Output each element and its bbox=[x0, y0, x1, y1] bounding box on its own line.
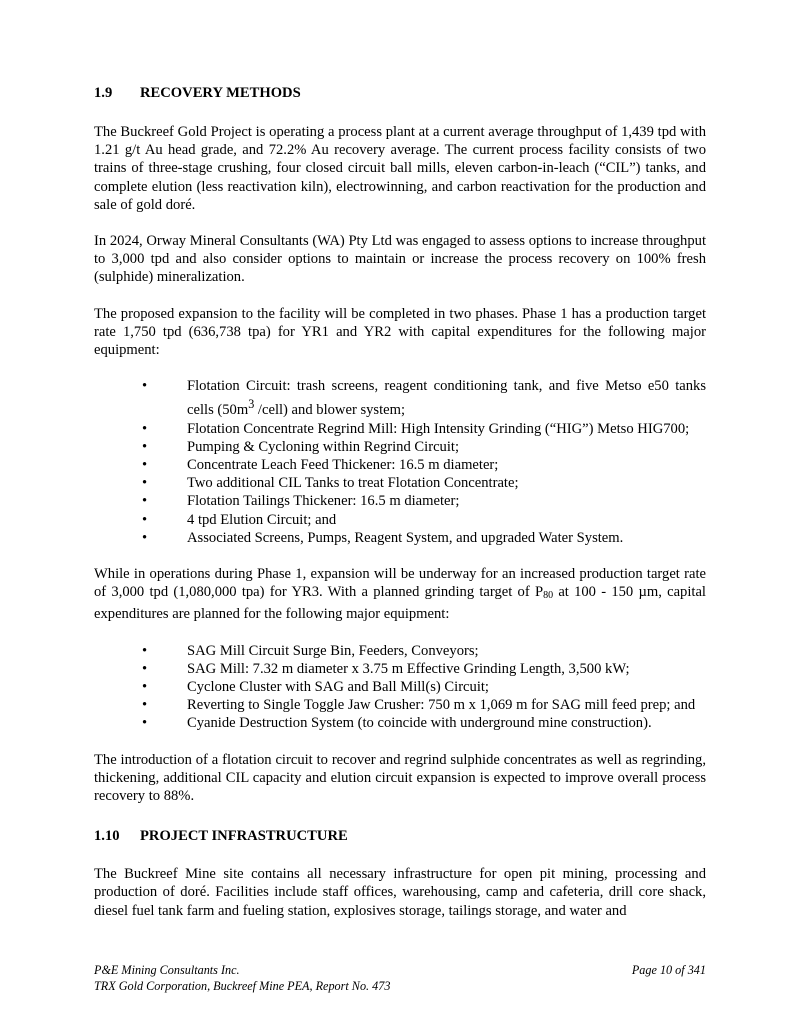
list-item-text: Reverting to Single Toggle Jaw Crusher: 750 m x 1,069 m for SAG mill feed prep; and bbox=[187, 697, 696, 714]
list-item-text: /cell) and blower system; bbox=[254, 402, 406, 419]
paragraph: The proposed expansion to the facility will be completed in two phases. Phase 1 has a production target rate 1,750 tpd (636,738 tpa) for YR1 and YR2 with capital expenditures for the following major equipment: bbox=[94, 305, 706, 359]
list-item-text: Flotation Tailings Thickener: 16.5 m diameter; bbox=[187, 493, 460, 510]
paragraph: The Buckreef Gold Project is operating a process plant at a current average throughput of 1,439 tpd with 1.21 g/t Au head grade, and 72.2% Au recovery average. The current process facility consists of two trains of three-stage crushing, four closed circuit ball mills, eleven carbon-in-leach (“CIL”) tanks, and complete elution (less reactivation kiln), electrowinning, and carbon reactivation for the production and sale of gold doré. bbox=[94, 124, 706, 213]
list-item bbox=[94, 492, 706, 510]
paragraph-text: at 100 - 150 µm, capital expenditures are planned for the following major equipment: bbox=[94, 584, 706, 623]
page-number: Page 10 of 341 bbox=[631, 963, 706, 977]
footer-company: P&E Mining Consultants Inc. bbox=[94, 963, 240, 977]
list-item bbox=[94, 529, 706, 547]
bullet-icon: • bbox=[142, 642, 148, 659]
bullet-icon: • bbox=[142, 511, 148, 528]
list-item bbox=[94, 678, 706, 696]
list-item bbox=[94, 438, 706, 456]
paragraph: The Buckreef Mine site contains all necessary infrastructure for open pit mining, processing and production of doré. Facilities include staff offices, warehousing, camp and cafeteria, drill core shack, diesel fuel tank farm and fueling station, explosives storage, tailings storage, and water and bbox=[94, 866, 706, 919]
paragraph: The introduction of a flotation circuit to recover and regrind sulphide concentrates as well as regrinding, thickening, additional CIL capacity and elution circuit expansion is expected to improve overall process recovery to 88%. bbox=[94, 751, 706, 804]
list-item-text: Cyclone Cluster with SAG and Ball Mill(s) Circuit; bbox=[187, 678, 489, 695]
bullet-icon: • bbox=[142, 456, 148, 473]
bullet-icon: • bbox=[142, 715, 148, 732]
bullet-icon: • bbox=[142, 475, 148, 492]
paragraph-text: While in operations during Phase 1, expansion will be underway for an increased production target rate of 3,000 tpd (1,080,000 tpa) for YR3. With a planned grinding target of P bbox=[94, 565, 706, 601]
section-heading-1-10 bbox=[94, 827, 706, 845]
list-item bbox=[94, 696, 706, 714]
bullet-icon: • bbox=[142, 420, 148, 437]
bullet-icon: • bbox=[142, 660, 148, 677]
list-item-text: Flotation Circuit: trash screens, reagent conditioning tank, and five Metso e50 tanks cells (50m bbox=[187, 378, 706, 419]
list-item-text: Pumping & Cycloning within Regrind Circuit; bbox=[187, 438, 460, 455]
list-item-text: 4 tpd Elution Circuit; and bbox=[187, 511, 337, 528]
list-item-text: Two additional CIL Tanks to treat Flotation Concentrate; bbox=[187, 475, 519, 492]
list-item bbox=[94, 377, 706, 419]
paragraph bbox=[94, 565, 706, 624]
phase2-equipment-list bbox=[94, 642, 706, 733]
page-content bbox=[94, 84, 706, 920]
list-item bbox=[94, 420, 706, 438]
bullet-icon: • bbox=[142, 529, 148, 546]
list-item-text: SAG Mill: 7.32 m diameter x 3.75 m Effective Grinding Length, 3,500 kW; bbox=[187, 660, 630, 677]
list-item bbox=[94, 660, 706, 678]
list-item-text: Cyanide Destruction System (to coincide with underground mine construction). bbox=[187, 715, 652, 732]
section-number: 1.9 bbox=[94, 85, 113, 101]
list-item bbox=[94, 456, 706, 474]
list-item bbox=[94, 511, 706, 529]
section-heading-1-9 bbox=[94, 84, 706, 102]
bullet-icon: • bbox=[142, 678, 148, 695]
list-item bbox=[94, 642, 706, 660]
bullet-icon: • bbox=[142, 378, 148, 395]
list-item-text: SAG Mill Circuit Surge Bin, Feeders, Conveyors; bbox=[187, 642, 479, 659]
paragraph: In 2024, Orway Mineral Consultants (WA) Pty Ltd was engaged to assess options to increase throughput to 3,000 tpd and also consider options to maintain or increase the process recovery on 100% fresh (sulphide) mineralization. bbox=[94, 233, 706, 286]
list-item bbox=[94, 474, 706, 492]
list-item-text: Concentrate Leach Feed Thickener: 16.5 m diameter; bbox=[187, 456, 499, 473]
superscript: 3 bbox=[248, 397, 255, 412]
list-item-text: Associated Screens, Pumps, Reagent System, and upgraded Water System. bbox=[187, 529, 624, 546]
list-item-text: Flotation Concentrate Regrind Mill: High Intensity Grinding (“HIG”) Metso HIG700; bbox=[187, 420, 690, 437]
footer-report: TRX Gold Corporation, Buckreef Mine PEA, Report No. 473 bbox=[94, 979, 391, 993]
list-item bbox=[94, 714, 706, 732]
bullet-icon: • bbox=[142, 438, 148, 455]
page-footer bbox=[94, 962, 706, 994]
bullet-icon: • bbox=[142, 697, 148, 714]
section-title: RECOVERY METHODS bbox=[140, 85, 301, 101]
bullet-icon: • bbox=[142, 493, 148, 510]
section-title: PROJECT INFRASTRUCTURE bbox=[140, 828, 348, 845]
section-number: 1.10 bbox=[94, 828, 120, 845]
phase1-equipment-list bbox=[94, 377, 706, 547]
subscript: 80 bbox=[543, 590, 554, 602]
